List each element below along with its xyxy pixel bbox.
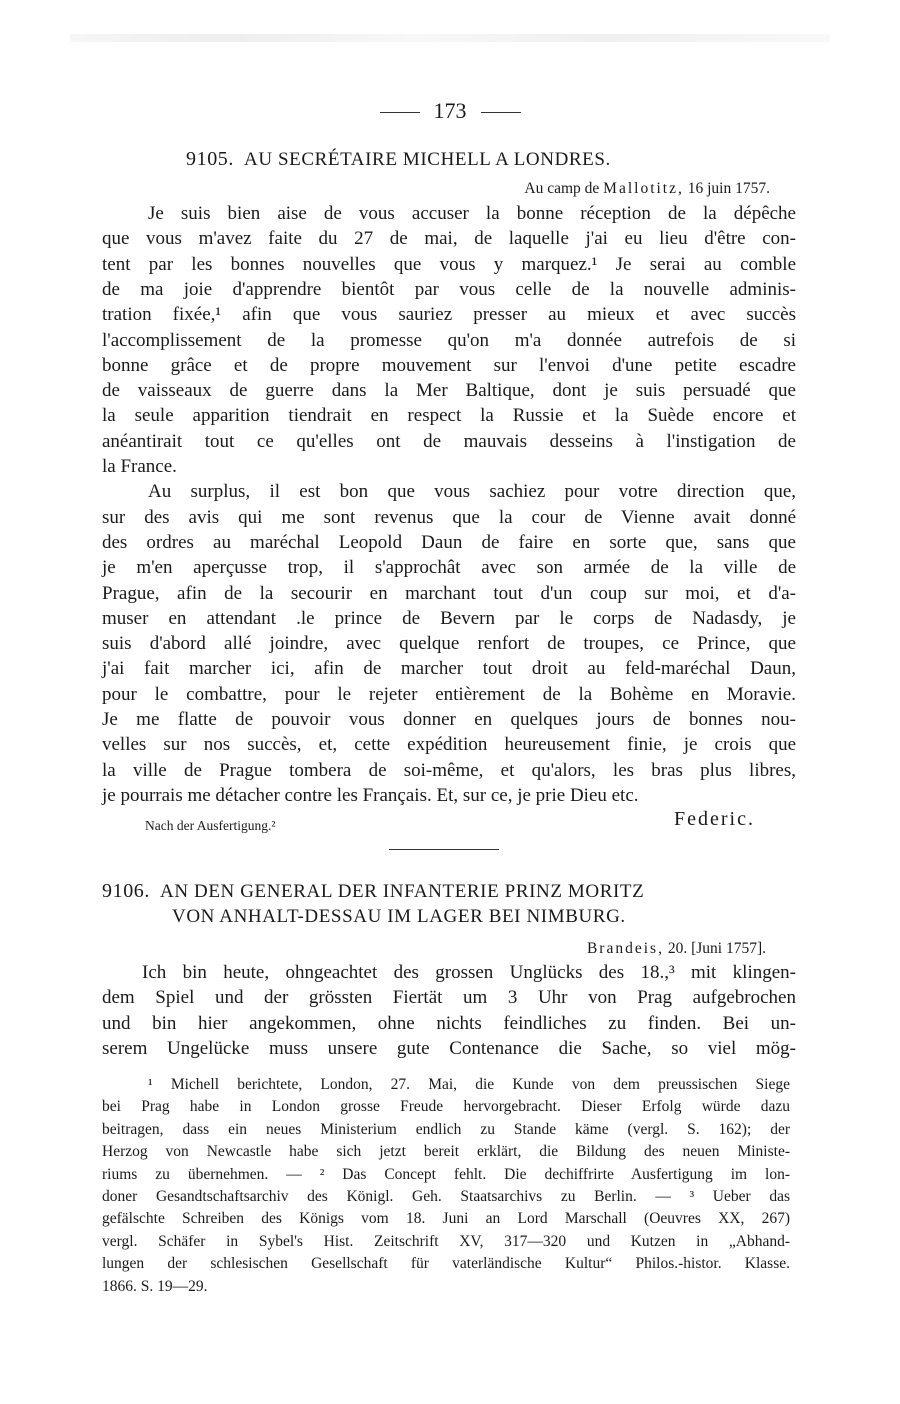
- body-line: anéantirait tout ce qu'elles ont de mauvais desseins à l'instigation de: [102, 430, 796, 452]
- letter-heading-2: [102, 880, 644, 903]
- header-dash-left: [380, 112, 420, 113]
- page-number: 173: [433, 98, 467, 123]
- body-line: la seule apparition tiendrait en respect la Russie et la Suède encore et: [102, 405, 796, 427]
- body-line: bonne grâce et de propre mouvement sur l'envoi d'une petite escadre: [102, 354, 796, 376]
- body-line: l'accomplissement de la promesse qu'on m'a donnée autrefois de si: [102, 329, 796, 351]
- body-line: muser en attendant .le prince de Bevern par le corps de Nadasdy, je: [102, 607, 796, 629]
- body-line-2: Ich bin heute, ohngeachtet des grossen Unglücks des 18.,³ mit klingen-: [142, 962, 796, 983]
- letter-date: 16 juin 1757.: [687, 180, 770, 197]
- footnote-line: gefälschte Schreiben des Königs vom 18. Juni an Lord Marschall (Oeuvres XX, 267): [102, 1210, 790, 1228]
- scan-artifact: [70, 34, 830, 42]
- body-line: de ma joie d'apprendre bientôt par vous celle de la nouvelle adminis-: [102, 278, 796, 300]
- footnote-line: Herzog von Newcastle habe sich jetzt bereit erklärt, die Bildung des neuen Ministe-: [102, 1143, 790, 1161]
- body-line-2: dem Spiel und der grössten Fiertät um 3 Uhr von Prag aufgebrochen: [102, 987, 796, 1009]
- body-line-2: und bin hier angekommen, ohne nichts feindliches zu finden. Bei un-: [102, 1012, 796, 1034]
- section-divider: [389, 849, 499, 850]
- footnote-line: riums zu übernehmen. — ² Das Concept fehlt. Die dechiffrirte Ausfertigung im lon-: [102, 1165, 790, 1183]
- footnote-line: bei Prag habe in London grosse Freude hervorgebracht. Dieser Erfolg würde dazu: [102, 1098, 790, 1116]
- place-prefix: Au camp de: [524, 180, 600, 197]
- letter-title-line2: VON ANHALT-DESSAU IM LAGER BEI NIMBURG.: [172, 906, 626, 927]
- letter-heading-2-cont: [172, 906, 626, 928]
- footnote-line: lungen der schlesischen Gesellschaft für vaterländische Kultur“ Philos.-histor. Klasse.: [102, 1255, 790, 1273]
- letter-title: AU SECRÉTAIRE MICHELL A LONDRES.: [244, 149, 611, 170]
- body-line: tration fixée,¹ afin que vous sauriez presser au mieux et avec succès: [102, 304, 796, 326]
- body-line: velles sur nos succès, et, cette expédition heureusement finie, je crois que: [102, 734, 796, 756]
- footnote-line: beitragen, dass ein neues Ministerium endlich zu Stande käme (vergl. S. 162); der: [102, 1120, 790, 1138]
- footnote-line: ¹ Michell berichtete, London, 27. Mai, die Kunde von dem preussischen Siege: [148, 1076, 790, 1093]
- body-line: Je me flatte de pouvoir vous donner en quelques jours de bonnes nou-: [102, 709, 796, 730]
- body-line: Prague, afin de la secourir en marchant tout d'un coup sur moi, et d'a-: [102, 582, 796, 604]
- body-line: pour le combattre, pour le rejeter entièrement de la Bohème en Moravie.: [102, 683, 796, 705]
- signature: Federic.: [674, 808, 755, 830]
- letter-dateline: [524, 180, 770, 198]
- body-line: tent par les bonnes nouvelles que vous y marquez.¹ Je serai au comble: [102, 253, 796, 275]
- body-line: suis d'abord allé joindre, avec quelque renfort de troupes, ce Prince, que: [102, 633, 796, 655]
- body-line: des ordres au maréchal Leopold Daun de faire en sorte que, sans que: [102, 531, 796, 553]
- body-line: Au surplus, il est bon que vous sachiez pour votre direction que,: [148, 481, 796, 503]
- page-header: [0, 98, 900, 124]
- body-line: je pourrais me détacher contre les Français. Et, sur ce, je prie Dieu etc.: [102, 784, 639, 806]
- footnote-line: vergl. Schäfer in Sybel's Hist. Zeitschrift XV, 317—320 und Kutzen in „Abhand-: [102, 1232, 790, 1250]
- body-line: que vous m'avez faite du 27 de mai, de laquelle j'ai eu lieu d'être con-: [102, 228, 796, 250]
- body-line: la ville de Prague tombera de soi-même, et qu'alors, les bras plus libres,: [102, 759, 796, 781]
- letter-number-2: 9106.: [102, 880, 150, 902]
- place-name: Mallotitz,: [603, 180, 684, 197]
- header-dash-right: [481, 112, 521, 113]
- body-line: je m'en aperçusse trop, il s'approchât avec son armée de la ville de: [102, 557, 796, 579]
- letter-number: 9105.: [186, 148, 234, 170]
- body-line: j'ai fait marcher ici, afin de marcher tout droit au feld-maréchal Daun,: [102, 658, 796, 680]
- body-line: la France.: [102, 456, 177, 477]
- place-name-2: Brandeis,: [586, 940, 664, 957]
- letter-heading: [186, 148, 611, 171]
- body-line-2: serem Ungelücke muss unsere gute Contenance die Sache, so viel mög-: [102, 1037, 796, 1059]
- body-line: sur des avis qui me sont revenus que la cour de Vienne avait donné: [102, 506, 796, 528]
- footnote-line: 1866. S. 19—29.: [102, 1277, 208, 1295]
- source-note: Nach der Ausfertigung.²: [145, 818, 276, 833]
- letter-dateline-2: [587, 940, 766, 958]
- letter-date-2: 20. [Juni 1757].: [667, 940, 766, 957]
- body-line: de vaisseaux de guerre dans la Mer Baltique, dont je suis persuadé que: [102, 380, 796, 402]
- footnote-line: doner Gesandtschaftsarchiv des Königl. Geh. Staatsarchivs zu Berlin. — ³ Ueber das: [102, 1188, 790, 1205]
- body-line: Je suis bien aise de vous accuser la bonne réception de la dépêche: [148, 203, 796, 224]
- letter-title-line1: AN DEN GENERAL DER INFANTERIE PRINZ MORITZ: [160, 881, 645, 902]
